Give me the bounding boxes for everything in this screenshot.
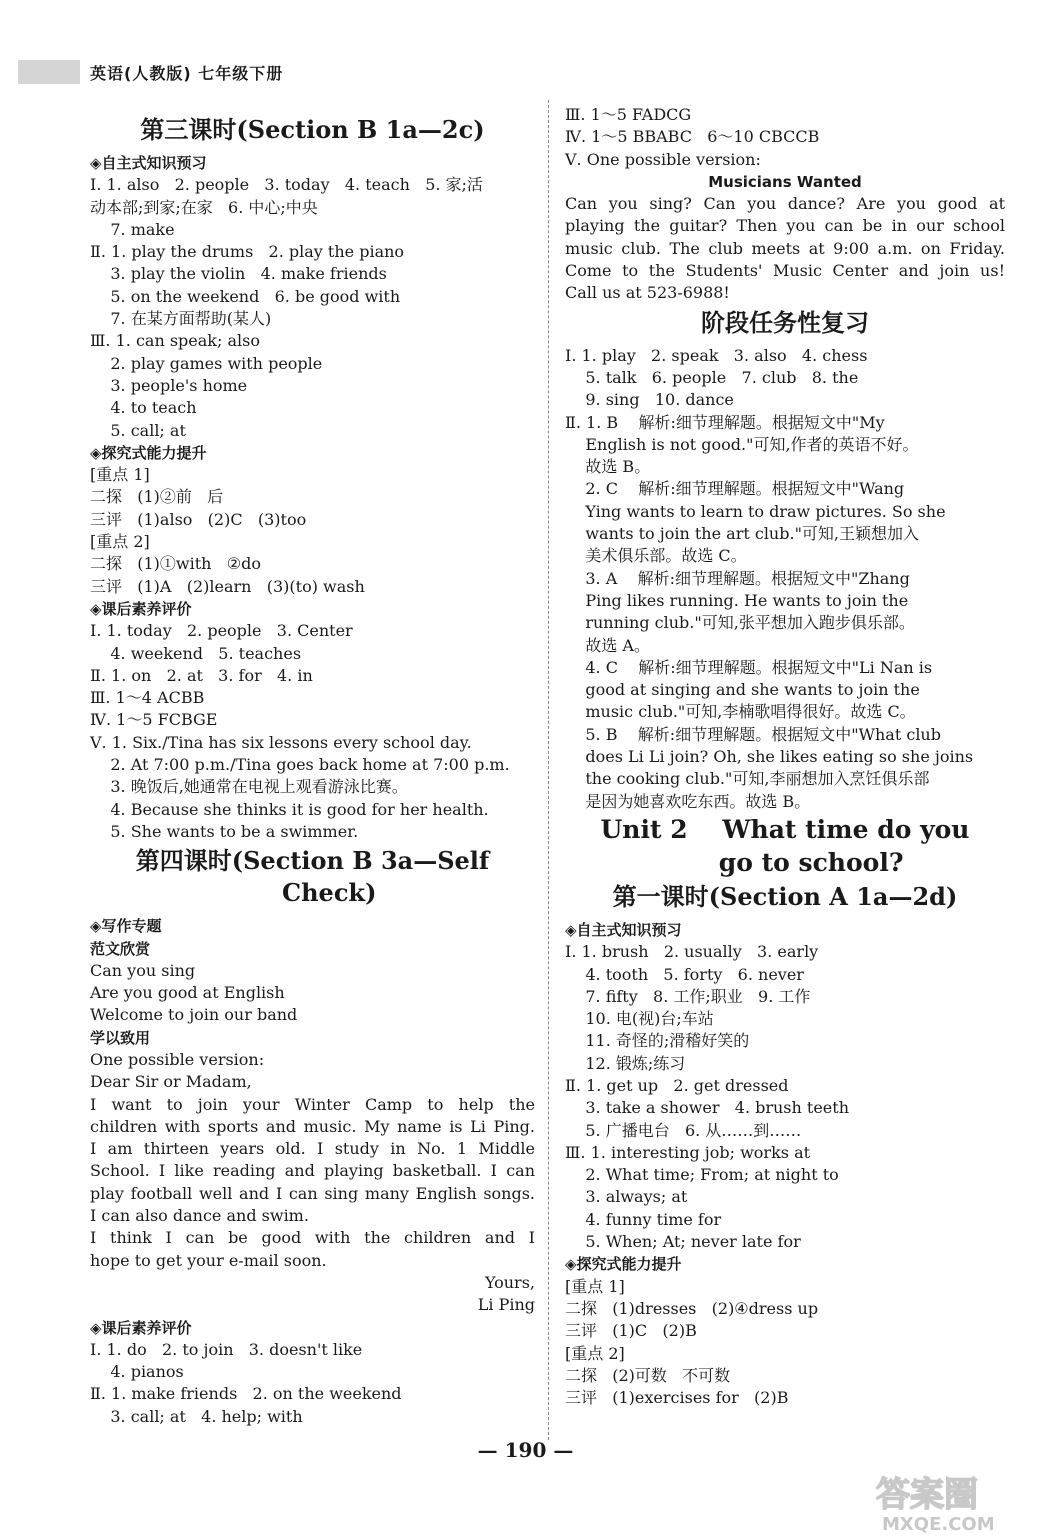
answer-line: Ⅲ. 1. can speak; also bbox=[90, 331, 260, 351]
answer-line: 5. When; At; never late for bbox=[565, 1232, 801, 1252]
answer-line: hope to get your e-mail soon. bbox=[90, 1250, 327, 1270]
answer-line: Welcome to join our band bbox=[90, 1005, 298, 1025]
essay-line: I am thirteen years old. I study in No. 1 Middle bbox=[90, 1139, 535, 1159]
answer-line: 5. talk 6. people 7. club 8. the bbox=[565, 367, 859, 387]
answer-line: I can also dance and swim. bbox=[90, 1206, 309, 1226]
subsection-heading: 学以致用 bbox=[90, 1028, 151, 1047]
section-title: 第一课时(Section A 1a—2d) bbox=[612, 881, 958, 911]
answer-line: 美术俱乐部。故选 C。 bbox=[565, 546, 747, 566]
answer-line: Ⅲ. 1～4 ACBB bbox=[90, 688, 205, 708]
answer-line: Ⅱ. 1. play the drums 2. play the piano bbox=[90, 242, 405, 262]
answer-line: 动本部;到家;在家 6. 中心;中央 bbox=[90, 197, 318, 217]
answer-line: 7. fifty 8. 工作;职业 9. 工作 bbox=[565, 986, 811, 1006]
answer-line: 二探 (1)②前 后 bbox=[90, 487, 224, 507]
essay-line: children with sports and music. My name is Li Ping. bbox=[90, 1116, 535, 1136]
answer-line: 2. At 7:00 p.m./Tina goes back home at 7:00 p.m. bbox=[90, 755, 510, 775]
section-title: 第四课时(Section B 3a—Self Check) bbox=[135, 846, 490, 908]
answer-line: Ⅲ. 1～5 FADCG bbox=[565, 105, 692, 124]
answer-line: 12. 锻炼;练习 bbox=[565, 1053, 686, 1073]
answer-line: Ping likes running. He wants to join the bbox=[565, 590, 909, 610]
page-number: — 190 — bbox=[477, 1438, 574, 1462]
essay-line: Come to the Students' Music Center and join us! bbox=[565, 261, 1005, 281]
answer-line: Ⅰ. 1. do 2. to join 3. doesn't like bbox=[90, 1339, 363, 1359]
answer-line: 故选 B。 bbox=[565, 457, 651, 477]
answer-line: 4. funny time for bbox=[565, 1209, 722, 1229]
answer-line: Ⅱ. 1. on 2. at 3. for 4. in bbox=[90, 665, 313, 685]
answer-line: Ⅴ. 1. Six./Tina has six lessons every school day. bbox=[90, 732, 472, 752]
essay-line: I want to join your Winter Camp to help the bbox=[90, 1094, 535, 1114]
answer-line: 3. A 解析:细节理解题。根据短文中"Zhang bbox=[565, 568, 910, 588]
answer-line: 3. take a shower 4. brush teeth bbox=[565, 1098, 850, 1118]
subsection-heading: ◈课后素养评价 bbox=[90, 1318, 192, 1337]
answer-line: 3. call; at 4. help; with bbox=[90, 1406, 303, 1426]
page-header bbox=[18, 60, 518, 84]
right-column bbox=[565, 104, 1005, 1409]
answer-line: 5. 广播电台 6. 从……到…… bbox=[565, 1120, 802, 1140]
answer-line: 2. C 解析:细节理解题。根据短文中"Wang bbox=[565, 479, 905, 499]
answer-line: Ⅱ. 1. make friends 2. on the weekend bbox=[90, 1384, 402, 1404]
answer-line: music club."可知,李楠歌唱得很好。故选 C。 bbox=[565, 702, 916, 722]
subsection-heading: ◈探究式能力提升 bbox=[565, 1255, 682, 1274]
answer-line: 二探 (1)①with ②do bbox=[90, 554, 261, 574]
subsection-heading: ◈课后素养评价 bbox=[90, 599, 192, 618]
answer-line: Ⅴ. One possible version: bbox=[565, 149, 761, 169]
answer-line: Can you sing bbox=[90, 960, 196, 980]
essay-line: playing the guitar? Then you can be in our school bbox=[565, 216, 1005, 236]
answer-line: [重点 1] bbox=[565, 1276, 625, 1296]
answer-line: 11. 奇怪的;滑稽好笑的 bbox=[565, 1031, 750, 1051]
essay-line: School. I like reading and playing basketball. I can bbox=[90, 1161, 535, 1181]
answer-line: 二探 (1)dresses (2)④dress up bbox=[565, 1298, 819, 1318]
answer-line: 3. people's home bbox=[90, 375, 248, 395]
answer-line: 二探 (2)可数 不可数 bbox=[565, 1365, 731, 1385]
answer-line: 2. What time; From; at night to bbox=[565, 1165, 839, 1185]
answer-line: 2. play games with people bbox=[90, 353, 323, 373]
answer-line: 故选 A。 bbox=[565, 635, 650, 655]
answer-line: good at singing and she wants to join the bbox=[565, 680, 920, 700]
answer-line: 三评 (1)exercises for (2)B bbox=[565, 1388, 789, 1408]
answer-line: does Li Li join? Oh, she likes eating so she joins bbox=[565, 747, 974, 767]
answer-line: 7. make bbox=[90, 219, 175, 239]
answer-line: Ⅳ. 1～5 FCBGE bbox=[90, 710, 218, 730]
answer-line: [重点 1] bbox=[90, 465, 150, 485]
answer-line: 3. play the violin 4. make friends bbox=[90, 264, 387, 284]
answer-line: 4. C 解析:细节理解题。根据短文中"Li Nan is bbox=[565, 657, 933, 677]
answer-line: 5. She wants to be a swimmer. bbox=[90, 821, 359, 841]
answer-line: 是因为她喜欢吃东西。故选 B。 bbox=[565, 791, 811, 811]
header-text: 英语(人教版) 七年级下册 bbox=[90, 64, 284, 83]
answer-line: 三评 (1)also (2)C (3)too bbox=[90, 509, 307, 529]
answer-line: 4. weekend 5. teaches bbox=[90, 643, 302, 663]
subsection-heading: 范文欣赏 bbox=[90, 939, 151, 958]
answer-line: Call us at 523-6988! bbox=[565, 283, 730, 303]
answer-line: 10. 电(视)台;车站 bbox=[565, 1009, 714, 1029]
subsection-heading: ◈自主式知识预习 bbox=[90, 154, 207, 172]
answer-line: 5. call; at bbox=[90, 420, 186, 440]
answer-line: 3. 晚饭后,她通常在电视上观看游泳比赛。 bbox=[90, 777, 408, 797]
answer-line: Dear Sir or Madam, bbox=[90, 1072, 252, 1092]
answer-line: One possible version: bbox=[90, 1049, 265, 1069]
answer-line: 9. sing 10. dance bbox=[565, 390, 734, 410]
answer-line: Ⅰ. 1. today 2. people 3. Center bbox=[90, 621, 353, 641]
answer-line: Ⅰ. 1. play 2. speak 3. also 4. chess bbox=[565, 345, 868, 365]
answer-line: the cooking club."可知,李丽想加入烹饪俱乐部 bbox=[565, 769, 930, 789]
answer-line: Ⅱ. 1. get up 2. get dressed bbox=[565, 1075, 789, 1095]
answer-line: [重点 2] bbox=[565, 1343, 625, 1363]
answer-line: 7. 在某方面帮助(某人) bbox=[90, 309, 272, 329]
answer-line: 4. pianos bbox=[90, 1362, 184, 1382]
unit-title: Unit 2 What time do you go to school? bbox=[600, 814, 970, 877]
header-bar bbox=[18, 60, 80, 84]
answer-line: wants to join the art club."可知,王颖想加入 bbox=[565, 524, 920, 544]
answer-line: Are you good at English bbox=[90, 983, 285, 1003]
answer-line: Ⅰ. 1. also 2. people 3. today 4. teach 5. 家;活 bbox=[90, 175, 483, 195]
essay-line: play football well and I can sing many English songs. bbox=[90, 1183, 535, 1203]
answer-line: Ⅱ. 1. B 解析:细节理解题。根据短文中"My bbox=[565, 412, 885, 432]
left-column bbox=[90, 112, 535, 1428]
watermark-logo bbox=[868, 1468, 1048, 1534]
signature-line: Li Ping bbox=[477, 1295, 535, 1315]
signature-line: Yours, bbox=[484, 1272, 535, 1292]
answer-line: 5. on the weekend 6. be good with bbox=[90, 286, 401, 306]
answer-line: 4. Because she thinks it is good for her health. bbox=[90, 799, 489, 819]
answer-line: 3. always; at bbox=[565, 1187, 688, 1207]
column-divider bbox=[548, 100, 549, 1440]
answer-line: 三评 (1)A (2)learn (3)(to) wash bbox=[90, 576, 365, 596]
answer-line: [重点 2] bbox=[90, 532, 150, 552]
subsection-heading: ◈探究式能力提升 bbox=[90, 443, 207, 462]
answer-line: English is not good."可知,作者的英语不好。 bbox=[565, 434, 919, 454]
section-title: 第三课时(Section B 1a—2c) bbox=[140, 115, 485, 144]
subsection-heading: ◈自主式知识预习 bbox=[565, 920, 682, 939]
essay-title: Musicians Wanted bbox=[708, 172, 862, 191]
answer-line: Ⅰ. 1. brush 2. usually 3. early bbox=[565, 942, 819, 962]
answer-line: running club."可知,张平想加入跑步俱乐部。 bbox=[565, 613, 915, 633]
watermark-line2: MXQE.COM bbox=[882, 1514, 995, 1534]
answer-line: Ying wants to learn to draw pictures. So she bbox=[565, 501, 946, 521]
answer-line: 三评 (1)C (2)B bbox=[565, 1321, 697, 1341]
essay-line: music club. The club meets at 9:00 a.m. on Friday. bbox=[565, 238, 1005, 258]
essay-line: I think I can be good with the children and I bbox=[90, 1228, 535, 1248]
section-title: 阶段任务性复习 bbox=[701, 307, 869, 337]
answer-line: 4. tooth 5. forty 6. never bbox=[565, 964, 804, 984]
essay-line: Can you sing? Can you dance? Are you good at bbox=[565, 194, 1005, 214]
answer-line: Ⅳ. 1～5 BBABC 6～10 CBCCB bbox=[565, 127, 820, 147]
subsection-heading: ◈写作专题 bbox=[90, 917, 162, 936]
answer-line: 5. B 解析:细节理解题。根据短文中"What club bbox=[565, 724, 941, 744]
watermark-line1: 答案圈 bbox=[876, 1475, 978, 1515]
answer-line: 4. to teach bbox=[90, 398, 197, 418]
answer-line: Ⅲ. 1. interesting job; works at bbox=[565, 1142, 811, 1162]
